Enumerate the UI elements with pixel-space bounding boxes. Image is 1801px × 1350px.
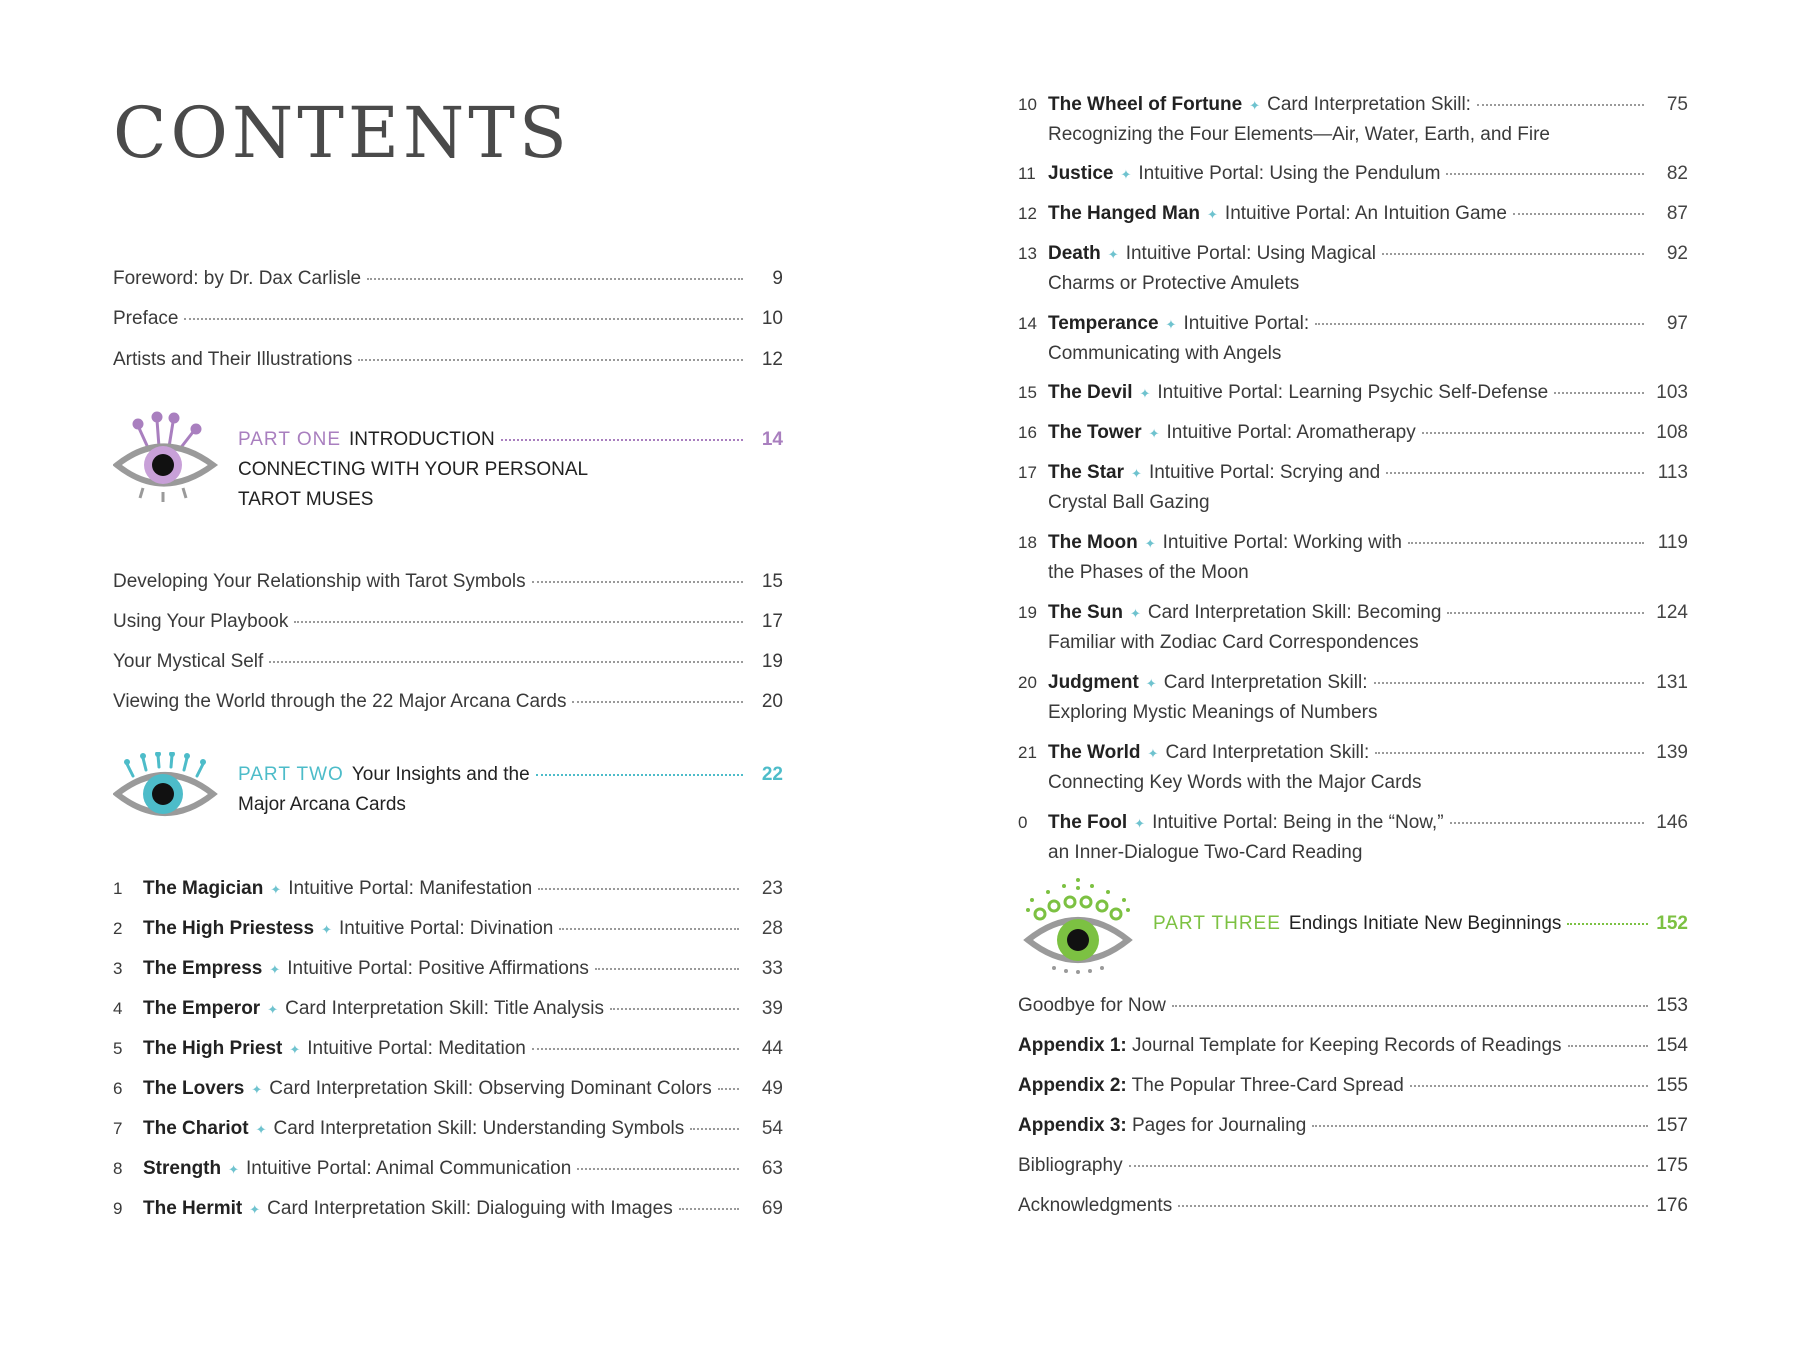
diamond-icon: ✦: [321, 922, 332, 937]
part-three-label: PART THREE: [1153, 913, 1281, 934]
card-entry-row: [113, 994, 783, 1024]
card-name: The Hanged Man: [1048, 203, 1201, 224]
card-entry-row: [1018, 239, 1688, 269]
card-number: 6: [113, 1079, 123, 1098]
part-two-title: Your Insights and the: [351, 764, 530, 785]
leader-dots: [610, 1007, 739, 1010]
card-name: Judgment: [1048, 672, 1139, 693]
card-entry-row: [1018, 378, 1688, 408]
card-skill-continued: the Phases of the Moon: [1048, 562, 1249, 583]
card-entry[interactable]: [113, 1074, 783, 1104]
toc-entry[interactable]: [113, 650, 783, 674]
page-number: 154: [1656, 1035, 1688, 1056]
card-skill: Card Interpretation Skill: Becoming: [1147, 602, 1442, 623]
card-skill: Intuitive Portal: Scrying and: [1148, 462, 1381, 483]
toc-entry[interactable]: [113, 610, 783, 634]
diamond-icon: ✦: [267, 1002, 279, 1017]
appendix-label: Appendix 1:: [1018, 1035, 1127, 1056]
toc-entry[interactable]: [113, 267, 783, 291]
leader-dots: [1513, 212, 1644, 215]
card-name: The Lovers: [143, 1078, 245, 1099]
part-one-subtitle: CONNECTING WITH YOUR PERSONAL: [238, 459, 589, 480]
card-entry[interactable]: [1018, 528, 1688, 587]
leader-dots: [501, 438, 743, 441]
card-skill: Intuitive Portal: An Intuition Game: [1224, 203, 1507, 224]
leader-dots: [1422, 431, 1644, 434]
leader-dots: [536, 773, 743, 776]
leader-dots: [532, 1047, 739, 1050]
page-number: 23: [761, 878, 783, 899]
appendix-title: Pages for Journaling: [1126, 1115, 1307, 1136]
page-number: 153: [1656, 995, 1688, 1016]
card-skill: Intuitive Portal: Divination: [338, 918, 554, 939]
diamond-icon: ✦: [251, 1082, 263, 1097]
card-skill: Intuitive Portal: Positive Affirmations: [287, 958, 589, 979]
card-name: Death: [1048, 243, 1101, 264]
card-entry-row: [1018, 738, 1688, 768]
card-skill: Intuitive Portal: Learning Psychic Self-Defense: [1157, 382, 1549, 403]
card-number: 19: [1018, 603, 1037, 622]
card-skill: Intuitive Portal: Working with: [1162, 532, 1402, 553]
diamond-icon: ✦: [1131, 466, 1142, 481]
card-name: The Empress: [143, 958, 263, 979]
leader-dots: [1375, 751, 1644, 754]
page-number: 39: [761, 998, 783, 1019]
card-number: 15: [1018, 383, 1037, 402]
card-name: The Fool: [1048, 812, 1128, 833]
diamond-icon: ✦: [270, 882, 282, 897]
page-number: 75: [1666, 94, 1688, 115]
card-entry-row: [113, 954, 783, 984]
part-three-page: 152: [1656, 913, 1688, 934]
diamond-icon: ✦: [1207, 207, 1218, 222]
card-entry-row: [113, 874, 783, 904]
card-skill-continued: Recognizing the Four Elements—Air, Water, Earth, and Fire: [1048, 124, 1550, 145]
teal-eye-icon: [113, 752, 219, 832]
page-number: 113: [1657, 462, 1688, 483]
leader-dots: [1554, 391, 1644, 394]
entry-label: Your Mystical Self: [113, 651, 264, 672]
diamond-icon: ✦: [1107, 247, 1119, 262]
card-skill: Intuitive Portal: Being in the “Now,”: [1152, 812, 1444, 833]
card-entry-row: [113, 1074, 783, 1104]
leader-dots: [1446, 172, 1644, 175]
part-three-heading[interactable]: [1018, 876, 1688, 976]
page-number: 103: [1656, 382, 1688, 403]
card-entry-row: [1018, 528, 1688, 558]
part-one-subtitle: TAROT MUSES: [238, 489, 374, 510]
page-number: 175: [1656, 1155, 1688, 1176]
leader-dots: [1386, 471, 1644, 474]
page-number: 87: [1666, 203, 1688, 224]
part-three-title: Endings Initiate New Beginnings: [1288, 913, 1562, 934]
card-number: 17: [1018, 463, 1037, 482]
page-number: 17: [761, 611, 783, 632]
card-entry[interactable]: [113, 1114, 783, 1144]
card-skill: Card Interpretation Skill: Title Analysis: [285, 998, 605, 1019]
page-number: 69: [761, 1198, 783, 1219]
entry-label: Using Your Playbook: [113, 611, 289, 632]
card-number: 3: [113, 959, 123, 978]
toc-entry[interactable]: [113, 307, 783, 331]
leader-dots: [559, 927, 739, 930]
page-number: 54: [761, 1118, 783, 1139]
leader-dots: [572, 700, 743, 703]
entry-label: Artists and Their Illustrations: [113, 349, 353, 370]
leader-dots: [595, 967, 739, 970]
leader-dots: [1315, 322, 1644, 325]
diamond-icon: ✦: [1139, 386, 1151, 401]
card-entry[interactable]: [113, 1154, 783, 1184]
entry-label: Foreword: by Dr. Dax Carlisle: [113, 268, 362, 289]
diamond-icon: ✦: [1120, 167, 1132, 182]
card-number: 14: [1018, 314, 1037, 333]
toc-entry[interactable]: [113, 570, 783, 594]
card-skill: Card Interpretation Skill: Dialoguing with Images: [267, 1198, 673, 1219]
card-number: 9: [113, 1199, 123, 1218]
entry-label: [1018, 1074, 1404, 1098]
diamond-icon: ✦: [1145, 676, 1157, 691]
page-number: 155: [1656, 1075, 1688, 1096]
part-two-subtitle: Major Arcana Cards: [238, 794, 406, 815]
card-number: 20: [1018, 673, 1037, 692]
toc-entry[interactable]: [1018, 1074, 1688, 1098]
card-number: 8: [113, 1159, 123, 1178]
leader-dots: [269, 660, 743, 663]
leader-dots: [184, 317, 743, 320]
diamond-icon: ✦: [1148, 426, 1160, 441]
card-number: 5: [113, 1039, 123, 1058]
appendix-title: The Popular Three-Card Spread: [1126, 1075, 1404, 1096]
diamond-icon: ✦: [1129, 606, 1141, 621]
page-number: 97: [1666, 313, 1688, 334]
leader-dots: [1450, 821, 1644, 824]
card-skill: Intuitive Portal: Meditation: [307, 1038, 526, 1059]
card-entry[interactable]: [1018, 239, 1688, 298]
part-one-heading[interactable]: [113, 410, 783, 510]
card-number: 1: [113, 879, 123, 898]
card-skill: Card Interpretation Skill:: [1267, 94, 1471, 115]
diamond-icon: ✦: [255, 1122, 267, 1137]
card-entry[interactable]: [1018, 458, 1688, 517]
green-eye-icon: [1018, 876, 1138, 976]
card-entry[interactable]: [113, 994, 783, 1024]
page-number: 119: [1657, 532, 1688, 553]
card-number: 7: [113, 1119, 123, 1138]
card-entry-row: [113, 1034, 783, 1064]
card-skill: Card Interpretation Skill: Observing Dominant Colors: [269, 1078, 712, 1099]
card-entry[interactable]: [113, 874, 783, 904]
card-name: Justice: [1048, 163, 1114, 184]
page-number: 10: [761, 308, 783, 329]
card-entry[interactable]: [1018, 668, 1688, 727]
page-number: 19: [761, 651, 783, 672]
leader-dots: [532, 580, 743, 583]
leader-dots: [1382, 252, 1644, 255]
diamond-icon: ✦: [249, 1202, 261, 1217]
leader-dots: [1410, 1084, 1648, 1087]
diamond-icon: ✦: [1249, 98, 1261, 113]
card-entry[interactable]: [1018, 199, 1688, 229]
card-skill: Intuitive Portal: Using the Pendulum: [1138, 163, 1441, 184]
card-skill: Intuitive Portal: Animal Communication: [246, 1158, 572, 1179]
card-name: The Emperor: [143, 998, 261, 1019]
page-number: 176: [1656, 1195, 1688, 1216]
leader-dots: [690, 1127, 739, 1130]
card-name: The High Priest: [143, 1038, 283, 1059]
card-entry[interactable]: [113, 914, 783, 944]
card-skill: Card Interpretation Skill:: [1165, 742, 1370, 763]
card-entry[interactable]: [1018, 738, 1688, 797]
leader-dots: [1568, 1044, 1648, 1047]
toc-entry[interactable]: [113, 348, 783, 372]
page-number: 20: [761, 691, 783, 712]
card-name: The High Priestess: [143, 918, 315, 939]
card-number: 13: [1018, 244, 1037, 263]
card-number: 4: [113, 999, 123, 1018]
card-entry[interactable]: [1018, 309, 1688, 368]
leader-dots: [538, 887, 739, 890]
diamond-icon: ✦: [269, 962, 281, 977]
card-number: 2: [113, 919, 123, 938]
card-name: The Chariot: [143, 1118, 249, 1139]
diamond-icon: ✦: [1165, 317, 1177, 332]
toc-entry[interactable]: [113, 690, 783, 714]
card-name: The Magician: [143, 878, 264, 899]
page-number: 15: [761, 571, 783, 592]
entry-label: [1018, 1114, 1306, 1138]
leader-dots: [358, 358, 743, 361]
part-two-label: PART TWO: [238, 764, 344, 785]
card-entry-row: [113, 1194, 783, 1224]
entry-label: Viewing the World through the 22 Major Arcana Cards: [113, 691, 567, 712]
card-number: 0: [1018, 813, 1028, 832]
card-skill-continued: Crystal Ball Gazing: [1048, 492, 1210, 513]
card-entry[interactable]: [113, 954, 783, 984]
card-skill-continued: Charms or Protective Amulets: [1048, 273, 1300, 294]
card-entry[interactable]: [1018, 598, 1688, 657]
leader-dots: [1447, 611, 1644, 614]
card-entry[interactable]: [1018, 159, 1688, 189]
card-skill-continued: Exploring Mystic Meanings of Numbers: [1048, 702, 1378, 723]
page-number: 63: [761, 1158, 783, 1179]
card-entry-row: [1018, 458, 1688, 488]
purple-eye-icon: [113, 410, 219, 506]
card-entry-row: [1018, 90, 1688, 120]
leader-dots: [1312, 1124, 1648, 1127]
card-entry[interactable]: [1018, 808, 1688, 867]
page-number: 33: [761, 958, 783, 979]
page-number: 146: [1656, 812, 1688, 833]
card-skill: Card Interpretation Skill:: [1163, 672, 1368, 693]
part-one-title: INTRODUCTION: [349, 429, 495, 450]
appendix-label: Appendix 2:: [1018, 1075, 1127, 1096]
page-number: 82: [1666, 163, 1688, 184]
entry-label: Preface: [113, 308, 179, 329]
card-skill: Intuitive Portal: Using Magical: [1125, 243, 1376, 264]
card-name: The World: [1048, 742, 1141, 763]
card-number: 10: [1018, 95, 1037, 114]
leader-dots: [294, 620, 743, 623]
leader-dots: [1408, 541, 1644, 544]
part-two-page: 22: [761, 764, 783, 785]
card-name: The Hermit: [143, 1198, 243, 1219]
card-entry-row: [1018, 199, 1688, 229]
card-entry-row: [1018, 808, 1688, 838]
page-number: 92: [1666, 243, 1688, 264]
page-number: 12: [761, 349, 783, 370]
card-name: The Star: [1048, 462, 1125, 483]
page-number: 108: [1656, 422, 1688, 443]
appendix-label: Appendix 3:: [1018, 1115, 1127, 1136]
card-name: The Wheel of Fortune: [1048, 94, 1243, 115]
card-entry-row: [113, 914, 783, 944]
diamond-icon: ✦: [1144, 536, 1156, 551]
card-entry-row: [1018, 598, 1688, 628]
card-number: 16: [1018, 423, 1037, 442]
appendix-title: Journal Template for Keeping Records of Readings: [1126, 1035, 1562, 1056]
card-number: 18: [1018, 533, 1037, 552]
card-name: The Devil: [1048, 382, 1133, 403]
card-number: 21: [1018, 743, 1037, 762]
diamond-icon: ✦: [1134, 816, 1146, 831]
leader-dots: [367, 277, 743, 280]
entry-label: [1018, 1034, 1562, 1058]
leader-dots: [1374, 681, 1644, 684]
page-number: 157: [1656, 1115, 1688, 1136]
entry-label: Acknowledgments: [1018, 1195, 1173, 1216]
card-name: The Moon: [1048, 532, 1138, 553]
card-skill: Intuitive Portal: Aromatherapy: [1166, 422, 1416, 443]
card-entry-row: [1018, 418, 1688, 448]
page-number: 44: [761, 1038, 783, 1059]
leader-dots: [679, 1207, 739, 1210]
entry-label: Bibliography: [1018, 1155, 1123, 1176]
leader-dots: [1567, 922, 1648, 925]
leader-dots: [1178, 1204, 1648, 1207]
card-name: The Tower: [1048, 422, 1142, 443]
page-number: 49: [761, 1078, 783, 1099]
card-entry-row: [113, 1114, 783, 1144]
card-skill-continued: an Inner-Dialogue Two-Card Reading: [1048, 842, 1363, 863]
card-entry[interactable]: [113, 1034, 783, 1064]
card-skill-continued: Familiar with Zodiac Card Correspondences: [1048, 632, 1419, 653]
entry-label: Developing Your Relationship with Tarot Symbols: [113, 571, 526, 592]
card-skill: Intuitive Portal:: [1183, 313, 1310, 334]
part-one-page: 14: [761, 429, 783, 450]
card-entry-row: [113, 1154, 783, 1184]
card-entry-row: [1018, 309, 1688, 339]
toc-entry[interactable]: [1018, 1114, 1688, 1138]
page-number: 139: [1656, 742, 1688, 763]
page-number: 9: [772, 268, 783, 289]
card-entry[interactable]: [1018, 90, 1688, 149]
entry-label: Goodbye for Now: [1018, 995, 1166, 1016]
part-one-label: PART ONE: [238, 429, 342, 450]
part-two-heading[interactable]: [113, 752, 783, 832]
card-number: 11: [1018, 164, 1036, 183]
toc-entry[interactable]: [1018, 1154, 1688, 1178]
card-entry[interactable]: [1018, 378, 1688, 408]
toc-entry[interactable]: [1018, 1194, 1688, 1218]
leader-dots: [1129, 1164, 1648, 1167]
card-entry[interactable]: [113, 1194, 783, 1224]
toc-entry[interactable]: [1018, 994, 1688, 1018]
card-skill-continued: Connecting Key Words with the Major Cards: [1048, 772, 1422, 793]
diamond-icon: ✦: [1147, 746, 1159, 761]
leader-dots: [718, 1087, 739, 1090]
card-skill: Intuitive Portal: Manifestation: [288, 878, 533, 899]
card-entry[interactable]: [1018, 418, 1688, 448]
card-skill-continued: Communicating with Angels: [1048, 343, 1282, 364]
leader-dots: [1172, 1004, 1648, 1007]
page-title: CONTENTS: [113, 92, 571, 174]
diamond-icon: ✦: [228, 1162, 240, 1177]
card-entry-row: [1018, 159, 1688, 189]
diamond-icon: ✦: [289, 1042, 301, 1057]
leader-dots: [1477, 103, 1644, 106]
card-entry-row: [1018, 668, 1688, 698]
page-number: 124: [1656, 602, 1688, 623]
card-number: 12: [1018, 204, 1037, 223]
card-name: The Sun: [1048, 602, 1123, 623]
card-name: Strength: [143, 1158, 222, 1179]
page-number: 28: [761, 918, 783, 939]
card-skill: Card Interpretation Skill: Understanding Symbols: [273, 1118, 685, 1139]
card-name: Temperance: [1048, 313, 1159, 334]
page-number: 131: [1656, 672, 1688, 693]
leader-dots: [577, 1167, 739, 1170]
toc-entry[interactable]: [1018, 1034, 1688, 1058]
